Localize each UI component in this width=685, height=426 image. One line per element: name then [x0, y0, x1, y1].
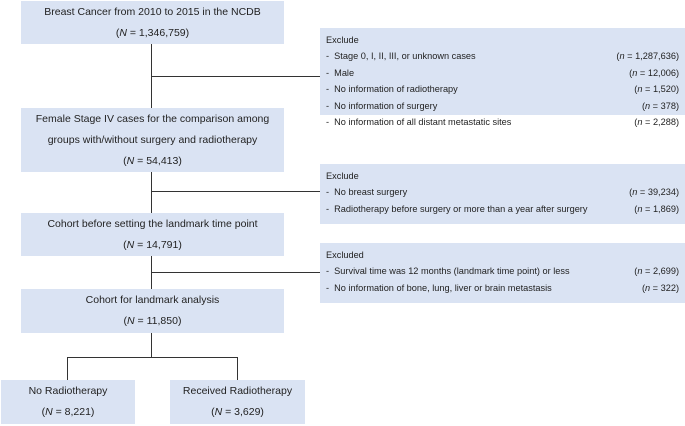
box-title-line2: groups with/without surgery and radiotherapy	[47, 134, 258, 146]
exclusion-item: - No information of surgery (n = 378)	[326, 98, 679, 114]
exclusion-box-2	[320, 164, 685, 224]
box-title: Received Radiotherapy	[182, 385, 293, 397]
exclusion-item: - Stage 0, I, II, III, or unknown cases (n = 1,287,636)	[326, 48, 679, 64]
connector-branch	[67, 357, 238, 358]
box-stage-iv	[21, 108, 284, 172]
connector-branch-left	[67, 357, 68, 380]
box-ncdb-total	[21, 1, 284, 44]
connector-branch-right	[237, 357, 238, 380]
exclusion-item: - No breast surgery (n = 39,234)	[326, 184, 679, 200]
exclusion-box-3	[320, 243, 685, 303]
exclusion-title: Exclude	[326, 171, 359, 181]
box-count: (N = 14,791)	[123, 239, 182, 251]
box-title: Cohort for landmark analysis	[85, 294, 220, 306]
box-received-radiotherapy	[170, 380, 305, 424]
exclusion-title: Excluded	[326, 250, 364, 260]
exclusion-box-1	[320, 28, 685, 128]
connector-exclude-3	[151, 272, 320, 273]
connector-exclude-2	[151, 191, 320, 192]
connector-exclude-1	[151, 76, 320, 77]
box-title: No Radiotherapy	[28, 385, 108, 397]
box-count: (N = 8,221)	[41, 406, 95, 418]
box-count: (N = 1,346,759)	[115, 27, 190, 39]
box-title: Female Stage IV cases for the comparison among	[35, 113, 270, 125]
box-landmark-cohort	[21, 289, 284, 333]
box-count: (N = 54,413)	[123, 155, 182, 167]
box-count: (N = 11,850)	[123, 315, 182, 327]
exclusion-item: - Male (n = 12,006)	[326, 65, 679, 81]
box-pre-landmark	[21, 213, 284, 256]
exclusion-item: - No information of all distant metastatic sites (n = 2,288)	[326, 114, 679, 130]
box-no-radiotherapy	[1, 380, 135, 424]
box-title: Cohort before setting the landmark time point	[47, 218, 258, 230]
box-title: Breast Cancer from 2010 to 2015 in the NCDB	[44, 6, 261, 18]
exclusion-item: - No information of bone, lung, liver or brain metastasis (n = 322)	[326, 280, 679, 296]
connector-main-4	[151, 333, 152, 357]
exclusion-title: Exclude	[326, 35, 359, 45]
exclusion-item: - Survival time was 12 months (landmark time point) or less (n = 2,699)	[326, 263, 679, 279]
exclusion-item: - Radiotherapy before surgery or more than a year after surgery (n = 1,869)	[326, 201, 679, 217]
exclusion-item: - No information of radiotherapy (n = 1,520)	[326, 81, 679, 97]
connector-main-2	[151, 172, 152, 213]
box-count: (N = 3,629)	[211, 406, 264, 418]
